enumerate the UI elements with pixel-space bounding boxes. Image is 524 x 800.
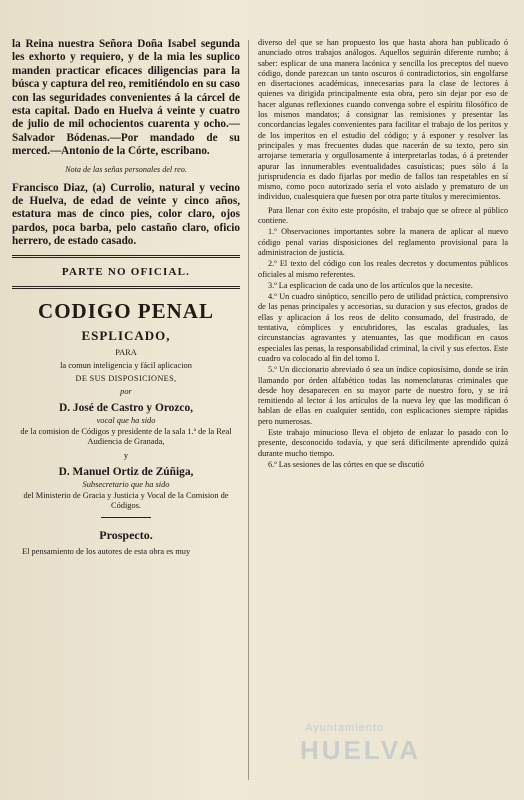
list-item-1: 1.º Observaciones importantes sobre la manera de aplicar al nuevo código penal varias disposiciones del reglamento provisional para la administracion de justicia. (258, 227, 508, 257)
suspect-description: Francisco Diaz, (a) Currolio, natural y vecino de Huelva, de edad de veinte y cinco años, estatura mas de cinco pies, color claro, ojos pardos, poca barba, pelo castaño claro, oficio herrero, de estado casado. (12, 181, 240, 248)
author-1-note: vocal que ha sido (96, 415, 156, 425)
list-item-2: 2.º El texto del código con los reales decretos y documentos públicos oficiales al mismo referentes. (258, 259, 508, 279)
author-1-name: D. José de Castro y Orozco, (58, 401, 194, 414)
author-2-note: Subsecretario que ha sido (82, 479, 170, 489)
book-title: CODIGO PENAL (38, 298, 214, 323)
conjunction-y: y (123, 450, 129, 460)
por-word: por (120, 386, 132, 396)
prospecto-heading: Prospecto. (99, 527, 153, 542)
requisition-paragraph: la Reina nuestra Señora Doña Isabel segunda les exhorto y requiero, y de la mia les suplico manden practicar eficaces diligencias para la búsca y captura del reo, remitiéndolo en su caso con las seguridades convenientes á la cárcel de esta capital. Dado en Huelva á veinte y cuatro de julio de mil ochocientos cuarenta y ocho.—Salvador Bódenas.—Por mandado de su merced.—Antonio de la Córte, escribano. (12, 38, 240, 158)
list-item-4: 4.º Un cuadro sinóptico, sencillo pero de utilidad práctica, comprensivo de las penas principales y accesorias, su duracion y sus efectos, grados de ellas y aplicacion á los reos de delito consumado, del frustrado, de tentativa, cómplices y encubridores, las escalas graduales, las circunstancias agravantes y atenuantes, las que modifican en casos especiales las penas, la responsabilidad criminal, la civil y sus efectos. Este cuadro va colocado al fin del tomo I. (258, 292, 508, 363)
right-column (258, 38, 508, 471)
para-word: PARA (115, 347, 137, 357)
prospecto-body-2: Para llenar con éxito este propósito, el trabajo que se ofrece al público contiene. (258, 205, 508, 226)
subtitle-line-a: la comun inteligencia y fácil aplicacion (60, 360, 192, 370)
section-label: PARTE NO OFICIAL. (61, 265, 191, 278)
list-item-5: 5.º Un diccionario abreviado ó sea un índice copiosísimo, donde se irán llamando por órden alfabético todas las nomenclaturas criminales que desde hoy desaparecen en su mayor parte de nuestro foro, y se irá remitiendo al lector á los artículos de la nueva ley que las modifican ó hablan de ellas en cualquier sentido, con esplicaciones siempre rápidas pero numerosas. (258, 365, 508, 426)
book-subtitle: ESPLICADO, (81, 327, 171, 343)
list-item-3: 3.º La esplicacion de cada uno de los artículos que la necesite. (268, 280, 473, 290)
subtitle-line-b: DE SUS DISPOSICIONES, (75, 373, 177, 383)
double-divider (12, 255, 240, 258)
prospecto-body-1: diverso del que se han propuesto los que hasta ahora han publicado ó anunciado otros trabajos análogos. Aquellos seguirán diferente rumbo; á saber: esplicar de una manera lacónica y sencilla los preceptos del nuevo código, donde parezcan un tanto oscuros ó contradictorios, sin engolfarse en disertaciones académicas, innecesarias para la clase de lectores á quienes va dirigida principalmente esta obra, pero sin dejar por eso de hacer algunas reflexiones cuando convenga sobre el espíritu filosófico de los mismos mandatos; á consignar las remisiones y presentar las concordancias legales convenientes para facilitar el trabajo de los peritos y de los imperitos en el estudio del código; y á esponer y resolver las principales y mas frecuentes dudas que nacerán de su texto, pero sin arrojarse temeraria y orgullosamente á interpretarlas todas, ó á pretender apurar las innumerables eventualidades casuísticas; pues sólo á la jurisprudencia es dado fijarlas por medio de fallos tan respetables en sí mismo, como poco autorizado sería el voto aislado y prematuro de un individuo, cualesquiera que fuesen por otra parte títulos y merecimientos. (258, 38, 508, 202)
left-column (12, 38, 240, 556)
watermark-ayuntamiento: Ayuntamiento (305, 722, 385, 734)
list-item-6: 6.º Las sesiones de las córtes en que se discutió (268, 459, 425, 469)
short-divider (101, 517, 151, 518)
column-divider (248, 40, 249, 780)
author-1-description: de la comision de Códigos y presidente de la sala 1.ª de la Real Audiencia de Granada, (20, 426, 232, 446)
suspect-note-heading: Nota de las señas personales del reo. (65, 164, 187, 174)
watermark-huelva: HUELVA (300, 735, 422, 765)
author-2-description: del Ministerio de Gracia y Justicia y Vocal de la Comision de Códigos. (23, 490, 229, 510)
prospecto-first-line: El pensamiento de los autores de esta obra es muy (22, 546, 191, 556)
double-divider (12, 286, 240, 289)
prospecto-body-3: Este trabajo minucioso lleva el objeto de enlazar lo pasado con lo presente, desconocido todavía, y que será dificilmente aprendido quizá durante mucho tiempo. (258, 427, 508, 458)
author-2-name: D. Manuel Ortiz de Zúñiga, (58, 465, 194, 478)
